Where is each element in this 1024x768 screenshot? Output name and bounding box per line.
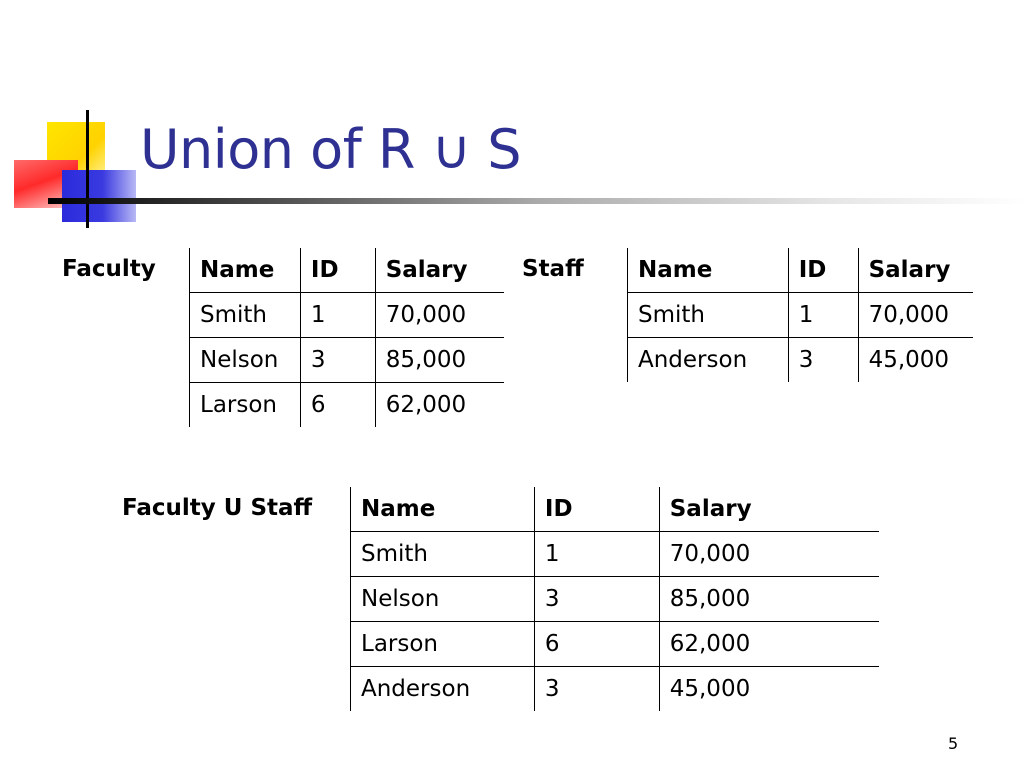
- table-row: [351, 577, 880, 622]
- union-header-row: [351, 487, 880, 532]
- cell-salary: 70,000: [659, 532, 879, 577]
- cell-id: 1: [788, 293, 858, 338]
- page-number: 5: [948, 734, 959, 753]
- cell-salary: 45,000: [659, 667, 879, 712]
- cell-name: Larson: [351, 622, 535, 667]
- staff-table: [627, 248, 973, 382]
- cell-id: 1: [534, 532, 659, 577]
- table-row: [351, 622, 880, 667]
- staff-header-name: Name: [628, 248, 789, 293]
- union-label: Faculty U Staff: [122, 495, 313, 521]
- cell-name: Smith: [628, 293, 789, 338]
- table-row: [190, 383, 505, 428]
- faculty-header-row: [190, 248, 505, 293]
- cell-salary: 85,000: [659, 577, 879, 622]
- cell-salary: 62,000: [659, 622, 879, 667]
- cell-salary: 85,000: [375, 338, 504, 383]
- table-row: [351, 532, 880, 577]
- staff-header-id: ID: [788, 248, 858, 293]
- cell-salary: 62,000: [375, 383, 504, 428]
- cell-name: Smith: [190, 293, 301, 338]
- logo-vertical-line: [86, 110, 89, 228]
- cell-name: Anderson: [351, 667, 535, 712]
- cell-name: Larson: [190, 383, 301, 428]
- table-row: [628, 338, 974, 383]
- faculty-header-salary: Salary: [375, 248, 504, 293]
- faculty-table: [189, 248, 504, 427]
- faculty-header-name: Name: [190, 248, 301, 293]
- title-underline: [48, 198, 1024, 204]
- cell-id: 6: [300, 383, 375, 428]
- logo-blue-square: [62, 170, 136, 222]
- staff-header-row: [628, 248, 974, 293]
- union-table: [350, 487, 879, 711]
- cell-name: Nelson: [190, 338, 301, 383]
- table-row: [190, 338, 505, 383]
- cell-name: Anderson: [628, 338, 789, 383]
- faculty-header-id: ID: [300, 248, 375, 293]
- table-row: [190, 293, 505, 338]
- union-header-name: Name: [351, 487, 535, 532]
- cell-salary: 70,000: [375, 293, 504, 338]
- cell-id: 3: [534, 577, 659, 622]
- union-header-salary: Salary: [659, 487, 879, 532]
- slide-logo-decoration: [0, 0, 160, 240]
- staff-label: Staff: [522, 256, 584, 282]
- union-header-id: ID: [534, 487, 659, 532]
- table-row: [351, 667, 880, 712]
- cell-id: 1: [300, 293, 375, 338]
- cell-name: Smith: [351, 532, 535, 577]
- cell-salary: 70,000: [858, 293, 973, 338]
- cell-id: 3: [300, 338, 375, 383]
- cell-id: 6: [534, 622, 659, 667]
- cell-id: 3: [534, 667, 659, 712]
- cell-name: Nelson: [351, 577, 535, 622]
- staff-header-salary: Salary: [858, 248, 973, 293]
- table-row: [628, 293, 974, 338]
- cell-id: 3: [788, 338, 858, 383]
- slide-title: Union of R ∪ S: [140, 118, 522, 181]
- faculty-label: Faculty: [62, 256, 156, 282]
- cell-salary: 45,000: [858, 338, 973, 383]
